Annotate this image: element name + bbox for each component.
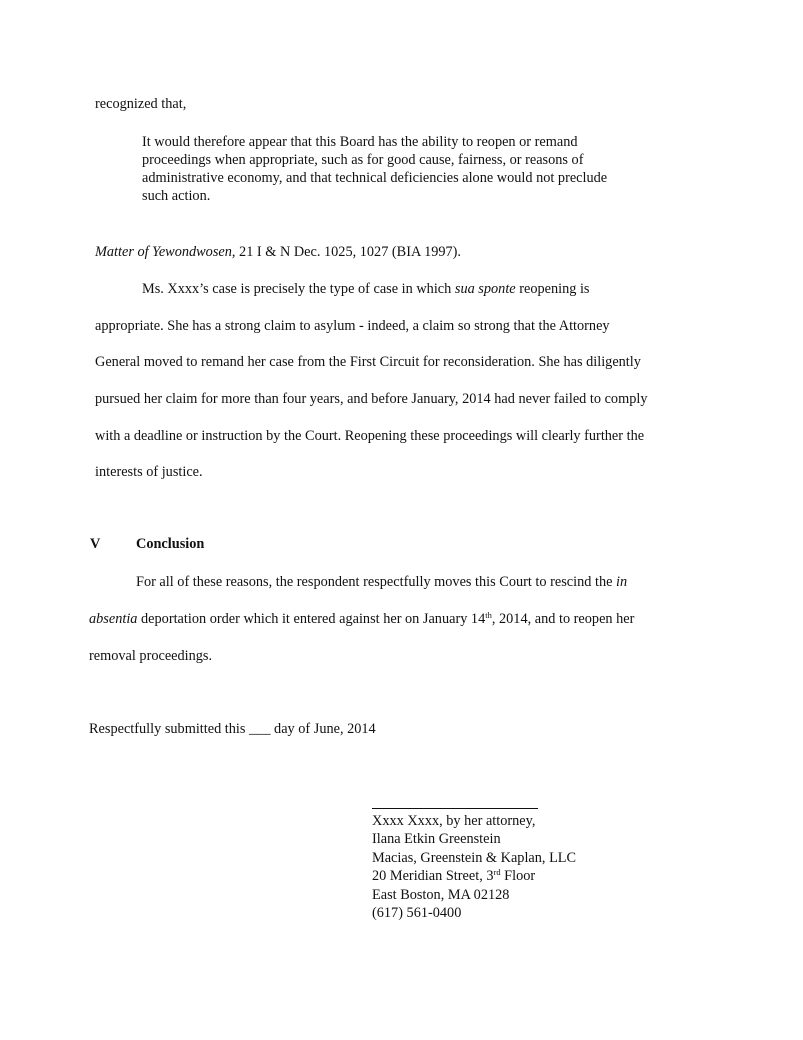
section-number: V [90,536,101,552]
paragraph-line [89,610,634,628]
signature-line: East Boston, MA 02128 [372,886,510,903]
paragraph-line: interests of justice. [95,464,203,480]
citation-reference: , 21 I & N Dec. 1025, 1027 (BIA 1997). [231,244,462,260]
quote-line: administrative economy, and that technical deficiencies alone would not preclude [142,170,608,186]
ordinal-suffix: th [485,610,492,620]
signature-block [372,812,576,922]
text-run: Ms. Xxxx’s case is precisely the type of case in which [142,281,455,297]
paragraph-line [142,280,590,298]
section-title: Conclusion [136,536,205,552]
paragraph-line [136,573,627,591]
signature-line: Ilana Etkin Greenstein [372,831,501,848]
text-run: reopening is [515,281,590,297]
signature-line: Macias, Greenstein & Kaplan, LLC [372,849,577,866]
submitted-line: Respectfully submitted this ___ day of June, 2014 [89,721,376,737]
italic-term: in [616,574,628,590]
paragraph-line: with a deadline or instruction by the Court. Reopening these proceedings will clearly further the [95,428,645,444]
quote-line: proceedings when appropriate, such as for good cause, fairness, or reasons of [142,152,584,168]
signature-line [372,867,576,885]
signature-rule [372,808,538,809]
citation [95,243,461,261]
paragraph-line: appropriate. She has a strong claim to asylum - indeed, a claim so strong that the Attorney [95,318,610,334]
text-run: 20 Meridian Street, 3 [372,868,494,885]
quote-line: such action. [142,188,211,204]
italic-term: sua sponte [454,281,516,297]
block-quote [142,133,607,205]
paragraph-line: removal proceedings. [89,648,213,664]
text-run: Floor [500,868,536,885]
intro-line: recognized that, [95,96,187,112]
ordinal-suffix: rd [493,867,501,878]
paragraph-line: pursued her claim for more than four years, and before January, 2014 had never failed to comply [95,391,648,407]
paragraph-line: General moved to remand her case from the First Circuit for reconsideration. She has diligently [95,354,641,370]
quote-line: It would therefore appear that this Board has the ability to reopen or remand [142,134,578,150]
text-run: , 2014, and to reopen her [491,611,635,627]
signature-line: (617) 561-0400 [372,905,462,922]
italic-term: absentia [89,611,138,627]
citation-case-name: Matter of Yewondwosen [95,244,232,260]
text-run: deportation order which it entered against her on January 14 [137,611,486,627]
text-run: For all of these reasons, the respondent respectfully moves this Court to rescind the [136,574,617,590]
signature-line: Xxxx Xxxx, by her attorney, [372,813,536,829]
